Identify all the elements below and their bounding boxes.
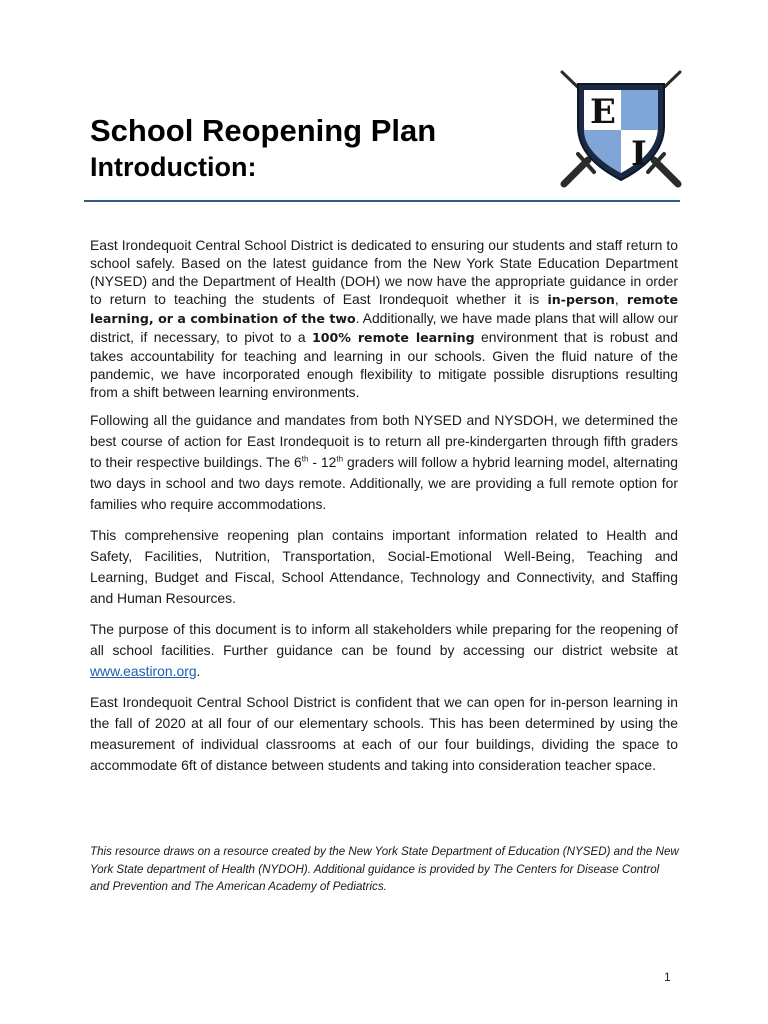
paragraph-2-superscript-1: th <box>301 454 309 464</box>
paragraph-1-bold-100-remote: 100% remote learning <box>312 330 475 345</box>
paragraph-4-text-b: . <box>196 663 201 679</box>
paragraph-2-superscript-2: th <box>336 454 344 464</box>
logo-letter-e: E <box>590 92 616 132</box>
paragraph-1-bold-remote: remote learning, or a combination of the two <box>90 292 678 326</box>
paragraph-4 <box>90 619 678 682</box>
paragraph-2-text-a: Following all the guidance and mandates from both NYSED and NYSDOH, we determined the best course of action for East Irondequoit is to return all pre-kindergarten through fifth graders to their respective buildings. The 6 <box>90 412 678 470</box>
paragraph-2 <box>90 410 678 515</box>
paragraph-4-text-a: The purpose of this document is to inform all stakeholders while preparing for the reopening of all school facilities. Further guidance can be found by accessing our district website at <box>90 621 678 658</box>
paragraph-1-text-g: environment that is robust and takes accountability for teaching and learning in our schools. Given the fluid nature of the pandemic, we have incorporated enough flexibility to mitigate possible disruptions resulting from a shift between learning environments. <box>90 329 678 400</box>
paragraph-2-text-b: - 12 <box>308 454 337 470</box>
source-note: This resource draws on a resource created by the New York State Department of Education (NYSED) and the New York State department of Health (NYDOH). Additional guidance is provided by The Centers for Disease Control and Prevention and The American Academy of Pediatrics. <box>90 845 679 893</box>
paragraph-1-bold-in-person: in-person <box>547 292 615 307</box>
paragraph-1-text-c: , <box>614 291 627 307</box>
district-website-link[interactable]: www.eastiron.org <box>90 663 197 679</box>
page-title: School Reopening Plan <box>90 113 437 148</box>
district-shield-logo <box>556 68 686 190</box>
page-subtitle: Introduction: <box>90 152 257 182</box>
logo-letter-i: I <box>631 134 647 174</box>
page-number: 1 <box>664 970 671 984</box>
paragraph-1 <box>90 236 678 401</box>
page-header <box>90 112 436 184</box>
paragraph-1-text-e: . Additionally, we have made plans that will allow our district, if necessary, to pivot to a <box>90 310 678 345</box>
paragraph-3: This comprehensive reopening plan contains important information related to Health and Safety, Facilities, Nutrition, Transportation, Social-Emotional Well-Being, Teaching and Learning, Budget and Fiscal, School Attendance, Technology and Connectivity, and Staffing and Human Resources. <box>90 527 678 606</box>
paragraph-5: East Irondequoit Central School District is confident that we can open for in-person learning in the fall of 2020 at all four of our elementary schools. This has been determined by using the measurement of individual classrooms at each of our four buildings, dividing the space to accommodate 6ft of distance between students and taking into consideration teacher space. <box>90 694 678 773</box>
paragraph-1-text-a: East Irondequoit Central School District is dedicated to ensuring our students and staff return to school safely. Based on the latest guidance from the New York State Education Department (NYSED) and the Department of Health (DOH) we now have the appropriate guidance in order to return to teaching the students of East Irondequoit whether it is <box>90 237 678 307</box>
header-divider <box>84 200 680 202</box>
paragraph-2-text-c: graders will follow a hybrid learning model, alternating two days in school and two days remote. Additionally, we are providing a full remote option for families who require accommodations. <box>90 454 678 512</box>
document-body <box>90 236 678 786</box>
